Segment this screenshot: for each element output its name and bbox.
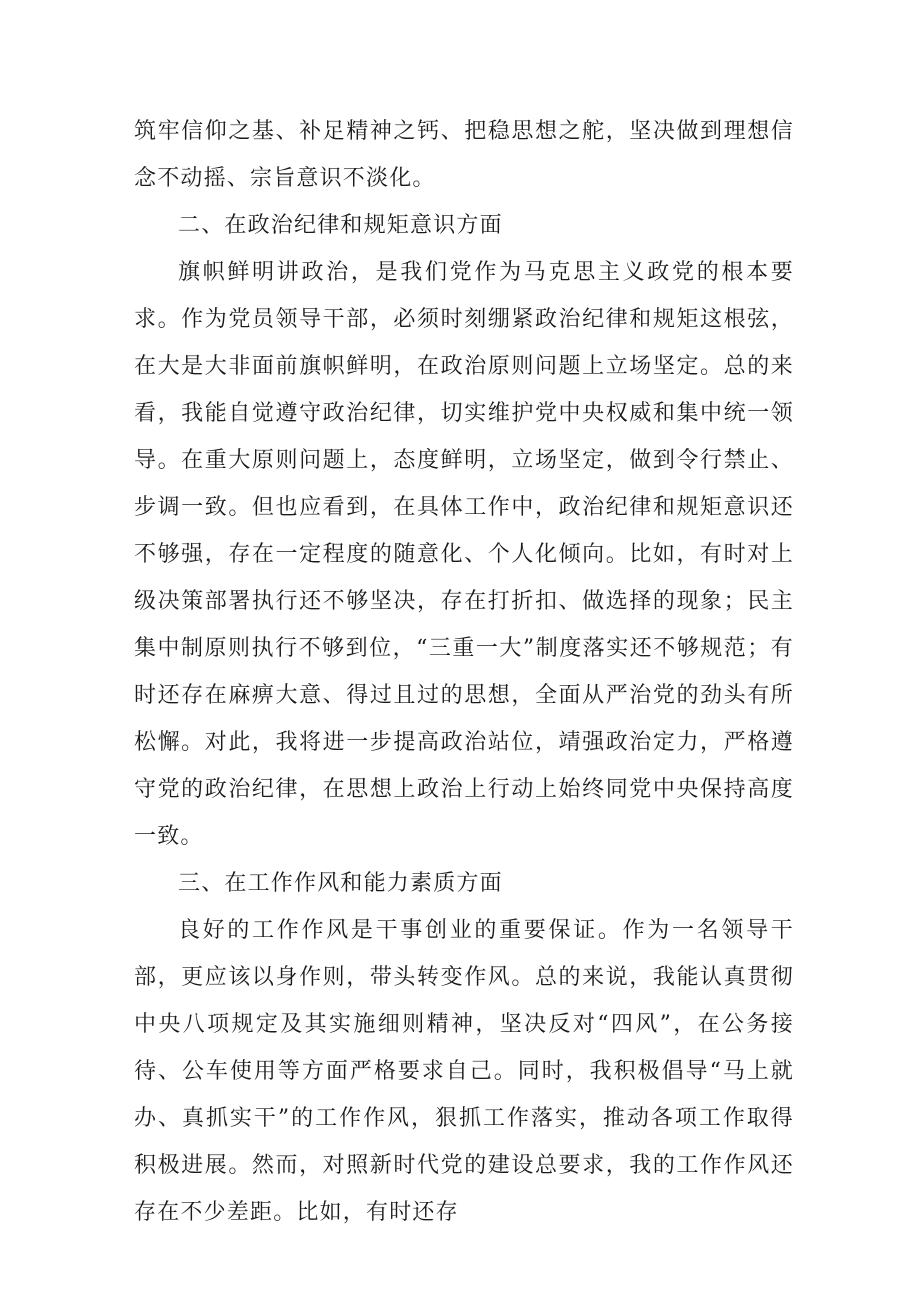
section-heading-political-discipline: 二、在政治纪律和规矩意识方面 bbox=[178, 213, 503, 238]
section-heading-work-style: 三、在工作作风和能力素质方面 bbox=[178, 871, 503, 896]
paragraph-work-style: 良好的工作作风是干事创业的重要保证。作为一名领导干部，更应该以身作则，带头转变作风。总的来说，我能认真贯彻中央八项规定及其实施细则精神，坚决反对“四风”，在公务接待、公车使用等方面严格要求自己。同时，我积极倡导“马上就办、真抓实干”的工作作风，狠抓工作落实，推动各项工作取得积极进展。然而，对照新时代党的建设总要求，我的工作作风还存在不少差距。比如，有时还存 bbox=[134, 918, 794, 1225]
paragraph-continuation: 筑牢信仰之基、补足精神之钙、把稳思想之舵，坚决做到理想信念不动摇、宗旨意识不淡化。 bbox=[134, 119, 794, 191]
paragraph-political-discipline: 旗帜鲜明讲政治，是我们党作为马克思主义政党的根本要求。作为党员领导干部，必须时刻绷紧政治纪律和规矩这根弦，在大是大非面前旗帜鲜明，在政治原则问题上立场坚定。总的来看，我能自觉遵守政治纪律，切实维护党中央权威和集中统一领导。在重大原则问题上，态度鲜明，立场坚定，做到令行禁止、步调一致。但也应看到，在具体工作中，政治纪律和规矩意识还不够强，存在一定程度的随意化、个人化倾向。比如，有时对上级决策部署执行还不够坚决，存在打折扣、做选择的现象；民主集中制原则执行不够到位，“三重一大”制度落实还不够规范；有时还存在麻痹大意、得过且过的思想，全面从严治党的劲头有所松懈。对此，我将进一步提高政治站位，靖强政治定力，严格遵守党的政治纪律，在思想上政治上行动上始终同党中央保持高度一致。 bbox=[134, 260, 794, 849]
document-body bbox=[134, 108, 794, 1236]
